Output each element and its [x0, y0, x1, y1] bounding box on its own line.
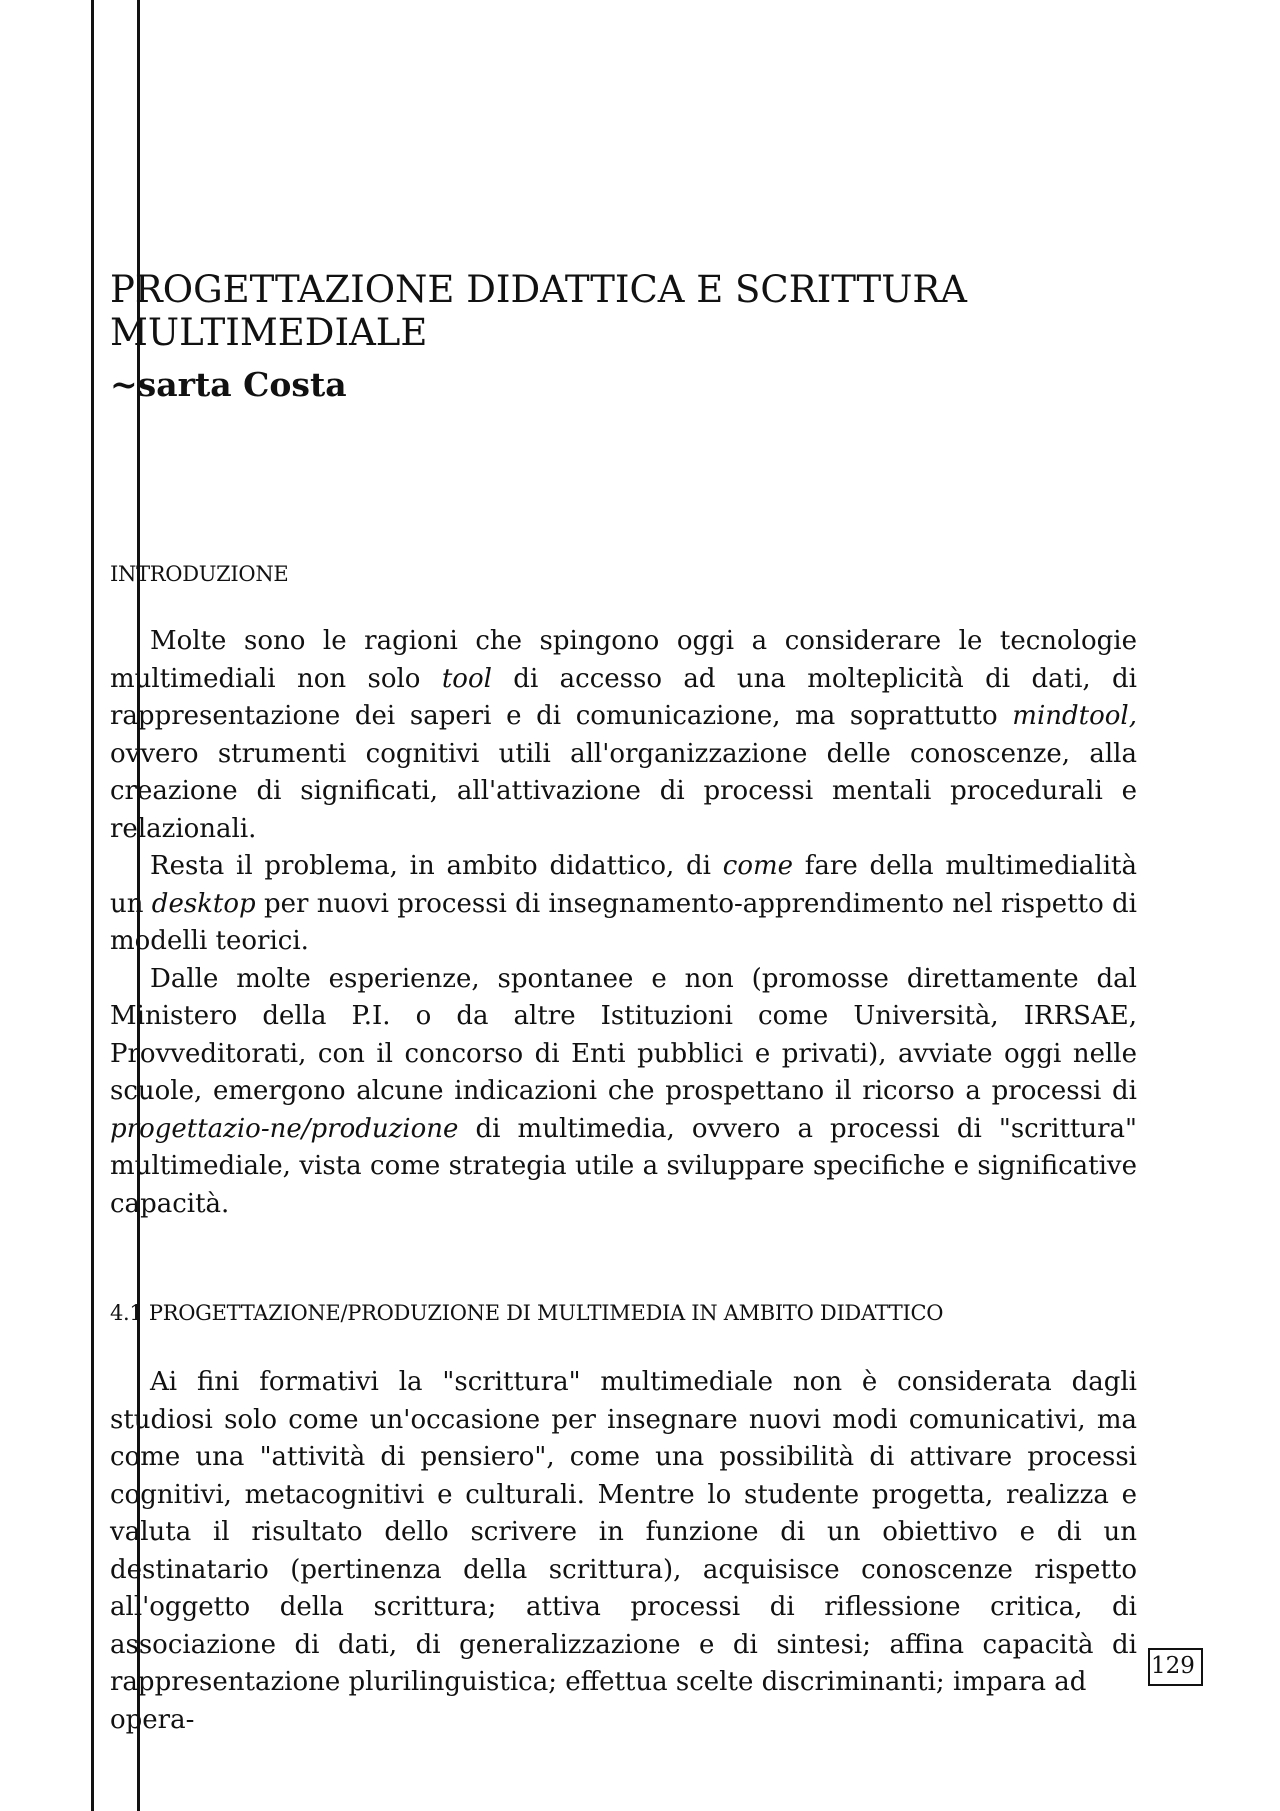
emphasis-come: come: [722, 851, 794, 881]
page-number-box: 129: [1148, 1648, 1203, 1686]
emphasis-desktop: desktop: [151, 888, 256, 919]
intro-paragraph-3: Dalle molte esperienze, spontanee e non (promosse direttamente dal Ministero della P.I. o da altre Istituzioni come Università, IRRSAE, Provveditorati, con il concorso di Enti pubblici e privati), avviate oggi nelle scuole, emergono alcune indicazioni che prospettano il ricorso a processi di progettazio-ne/produzione di multimedia, ovvero a processi di "scrittura" multimediale, vista come strategia utile a sviluppare specifiche e significative capacità.: [110, 963, 1137, 1219]
emphasis-tool: tool: [441, 663, 492, 694]
emphasis-mindtool: mindtool,: [1012, 701, 1137, 731]
intro-heading: INTRODUZIONE: [110, 562, 289, 586]
section-4-1-paragraph-1: Ai fini formativi la "scrittura" multimediale non è considerata dagli studiosi solo come un'occasione per insegnare nuovi modi comunicativi, ma come una "attività di pensiero", come una possibilità di attivare processi cognitivi, metacognitivi e culturali. Mentre lo studente progetta, realizza e valuta il risultato dello scrivere in funzione di un obiettivo e di un destinatario (pertinenza della scrittura), acquisisce conoscenze rispetto all'oggetto della scrittura; attiva processi di riflessione critica, di associazione di dati, di generalizzazione e di sintesi; affina capacità di rappresentazione plurilinguistica; effettua scelte discriminanti; impara ad: [110, 1367, 1137, 1697]
chapter-title-line-2: MULTIMEDIALE: [110, 311, 428, 354]
section-4-1-heading: 4.1 PROGETTAZIONE/PRODUZIONE DI MULTIMEDIA IN AMBITO DIDATTICO: [110, 1301, 944, 1325]
intro-body: [110, 623, 1137, 1223]
section-4-1-paragraph-1-tail: opera-: [110, 1704, 195, 1735]
intro-paragraph-2: Resta il problema, in ambito didattico, di come fare della multimedialità un desktop per nuovi processi di insegnamento-apprendimento nel rispetto di modelli teorici.: [110, 851, 1137, 956]
chapter-author: ~sarta Costa: [110, 365, 347, 404]
chapter-title: [110, 268, 1110, 354]
emphasis-progettazione: progettazio-ne/produzione: [110, 1113, 459, 1144]
intro-paragraph-1: Molte sono le ragioni che spingono oggi a considerare le tecnologie multimediali non solo tool di accesso ad una molteplicità di dati, di rappresentazione dei saperi e di comunicazione, ma soprattutto mindtool, ovvero strumenti cognitivi utili all'organizzazione delle conoscenze, alla creazione di significati, all'attivazione di processi mentali procedurali e relazionali.: [110, 626, 1137, 844]
section-4-1-body: [110, 1364, 1137, 1739]
scan-margin-line-left: [91, 0, 94, 1811]
chapter-title-line-1: PROGETTAZIONE DIDATTICA E SCRITTURA: [110, 268, 967, 311]
